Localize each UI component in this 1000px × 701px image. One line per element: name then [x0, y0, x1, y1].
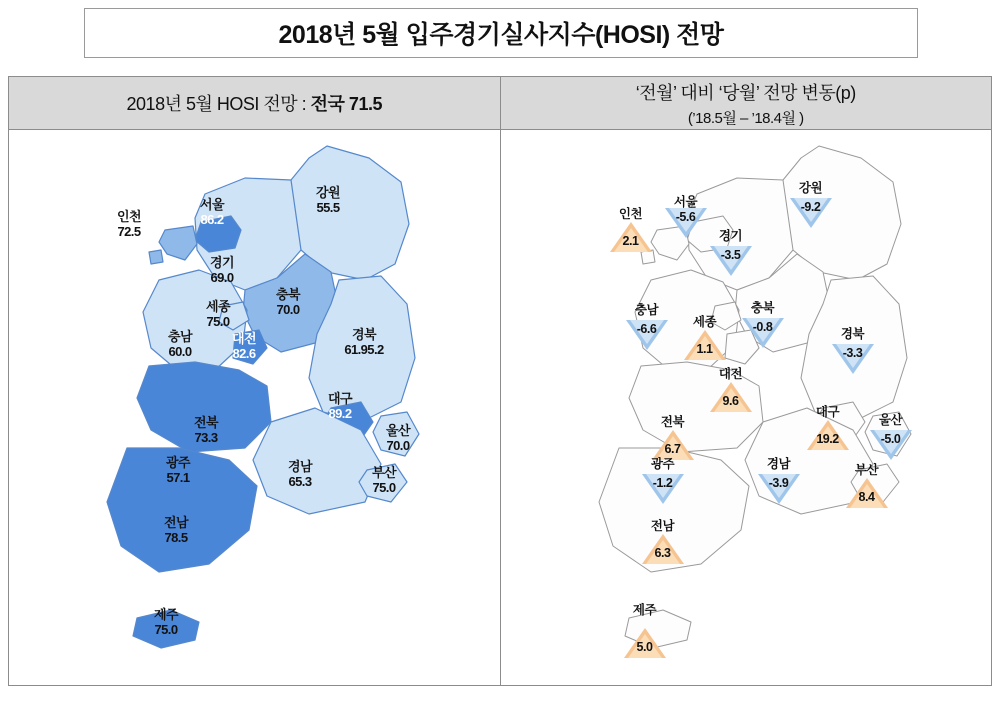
- marker-chungnam: 충남 -6.6: [625, 300, 669, 358]
- map-label-ulsan: 울산 70.0: [386, 423, 410, 453]
- page-title: 2018년 5월 입주경기실사지수(HOSI) 전망: [278, 21, 724, 49]
- page-title-box: [84, 8, 918, 58]
- map-label-sejong: 세종 75.0: [206, 299, 230, 329]
- region-jeonbuk: [137, 362, 271, 452]
- marker-incheon: 인천 2.1: [609, 204, 653, 260]
- marker-gangwon: 강원 -9.2: [789, 178, 833, 236]
- marker-sejong: 세종 1.1: [683, 312, 727, 370]
- marker-jeonbuk: 전북 6.7: [651, 412, 695, 470]
- marker-jeonnam: 전남 6.3: [641, 516, 685, 574]
- map-label-seoul: 서울 86.2: [200, 197, 224, 227]
- right-header-line2: (’18.5월 – ’18.4월 ): [687, 109, 804, 127]
- left-header-strong: 전국 71.5: [310, 94, 382, 114]
- right-panel-header: [500, 76, 993, 130]
- map-label-jeju: 제주 75.0: [154, 607, 178, 637]
- marker-gwangju: 광주 -1.2: [641, 454, 685, 512]
- region-incheon-island: [149, 250, 163, 264]
- map-label-jeonnam: 전남 78.5: [164, 515, 188, 545]
- map-label-gyeonggi: 경기 69.0: [210, 255, 234, 285]
- marker-chungbuk: 충북 -0.8: [741, 298, 785, 356]
- hosi-change-map: [501, 130, 992, 685]
- marker-daejeon: 대전 9.6: [709, 364, 753, 422]
- region-jeju: [133, 607, 199, 648]
- region-seoul: [195, 216, 241, 252]
- map-label-daejeon: 대전 82.6: [232, 331, 256, 361]
- right-map-panel: [501, 130, 992, 685]
- map-label-incheon: 인천 72.5: [117, 209, 141, 239]
- marker-gyeongbuk: 경북 -3.3: [831, 324, 875, 382]
- map-label-gyeongnam: 경남 65.3: [288, 459, 312, 489]
- map-label-busan: 부산 75.0: [372, 465, 396, 495]
- marker-busan: 부산 8.4: [845, 460, 889, 518]
- panel-headers: [8, 76, 992, 130]
- map-label-chungnam: 충남 60.0: [168, 329, 192, 359]
- map-label-gangwon: 강원 55.5: [316, 185, 340, 215]
- marker-ulsan: 울산 -5.0: [869, 410, 913, 468]
- region-jeonnam: [107, 448, 257, 572]
- marker-jeju: 제주 5.0: [623, 600, 667, 658]
- map-label-gyeongbuk: 경북 61.95.2: [344, 327, 384, 357]
- panels-container: [8, 130, 992, 686]
- marker-seoul: 서울 -5.6: [664, 192, 708, 248]
- marker-daegu: 대구 19.2: [804, 402, 852, 462]
- map-label-daegu: 대구 89.2: [328, 391, 352, 421]
- marker-gyeongnam: 경남 -3.9: [757, 454, 801, 512]
- marker-gyeonggi: 경기 -3.5: [709, 226, 753, 284]
- map-label-chungbuk: 충북 70.0: [276, 287, 300, 317]
- map-label-jeonbuk: 전북 73.3: [194, 415, 218, 445]
- hosi-forecast-map: [9, 130, 500, 685]
- right-header-line1: ‘전월’ 대비 ‘당월’ 전망 변동(p): [635, 82, 856, 103]
- region-daejeon: [233, 330, 267, 364]
- left-header-prefix: 2018년 5월 HOSI 전망 :: [126, 94, 311, 114]
- region-incheon: [159, 226, 197, 260]
- left-header-text: [127, 90, 382, 116]
- left-map-panel: [9, 130, 501, 685]
- map-label-gwangju: 광주 57.1: [166, 455, 190, 485]
- left-panel-header: [8, 76, 500, 130]
- korea-map-choropleth: [9, 130, 500, 684]
- region-ulsan: [373, 412, 419, 456]
